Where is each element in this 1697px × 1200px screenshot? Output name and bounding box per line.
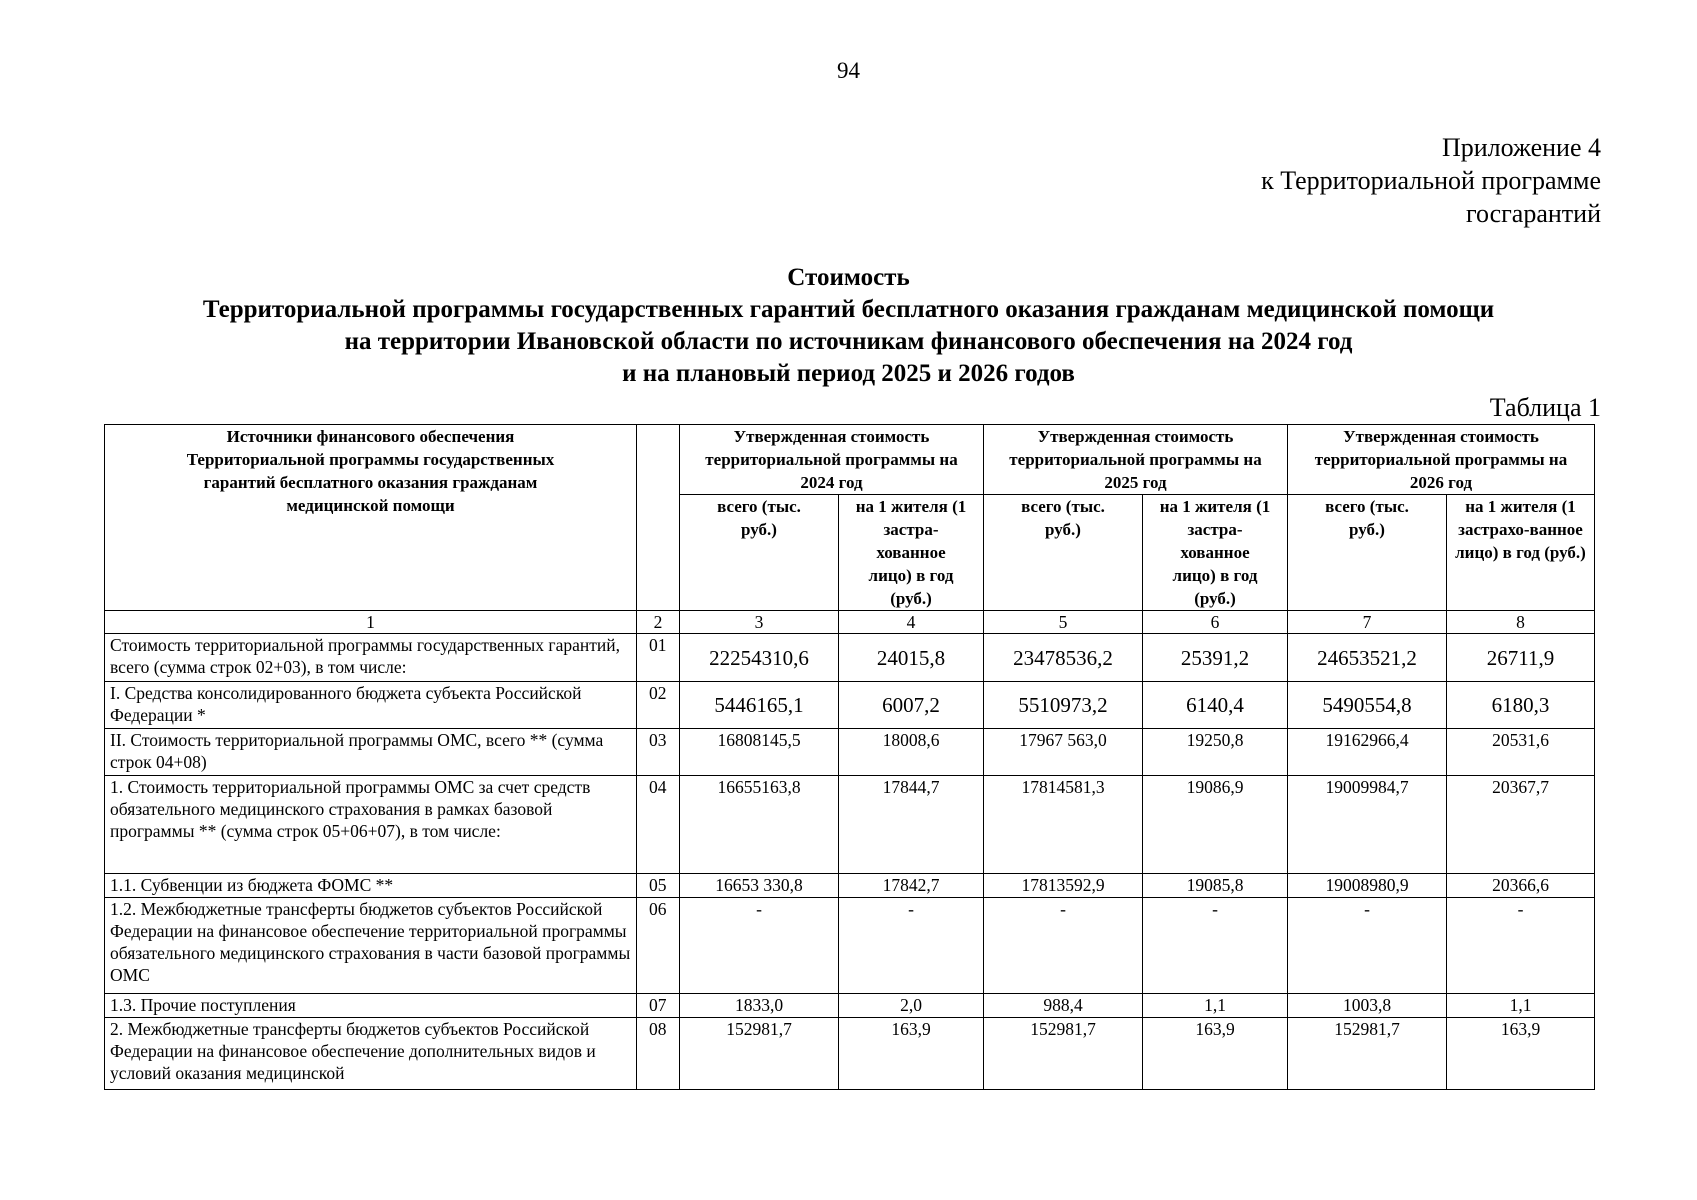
row-value: 1,1 — [1143, 994, 1288, 1018]
row-label: 1.3. Прочие поступления — [105, 994, 637, 1018]
row-value: 25391,2 — [1143, 634, 1288, 682]
row-value: 6140,4 — [1143, 682, 1288, 729]
row-value: 152981,7 — [984, 1018, 1143, 1090]
row-value: 19085,8 — [1143, 874, 1288, 898]
row-label: II. Стоимость территориальной программы ОМС, всего ** (сумма строк 04+08) — [105, 729, 637, 776]
row-value: 6180,3 — [1447, 682, 1595, 729]
row-value: 16808145,5 — [680, 729, 839, 776]
row-value: - — [839, 898, 984, 994]
row-value: - — [680, 898, 839, 994]
column-number: 6 — [1143, 611, 1288, 634]
row-value: 152981,7 — [1288, 1018, 1447, 1090]
table-row — [105, 634, 1595, 682]
row-value: 1003,8 — [1288, 994, 1447, 1018]
column-number: 7 — [1288, 611, 1447, 634]
title-line: Территориальной программы государственных гарантий бесплатного оказания гражданам медицинской помощи — [202, 296, 1495, 323]
row-value: - — [984, 898, 1143, 994]
row-value: 2,0 — [839, 994, 984, 1018]
header-per-capita-2026: на 1 жителя (1 застрахо-ванное лицо) в год (руб.) — [1447, 495, 1595, 611]
header-total-2024: всего (тыс. руб.) — [680, 495, 839, 611]
column-number: 5 — [984, 611, 1143, 634]
row-value: 1,1 — [1447, 994, 1595, 1018]
row-value: 5490554,8 — [1288, 682, 1447, 729]
row-code: 01 — [637, 634, 680, 682]
column-number: 8 — [1447, 611, 1595, 634]
row-value: 1833,0 — [680, 994, 839, 1018]
appendix-line: госгарантий — [1465, 199, 1601, 228]
row-value: 19162966,4 — [1288, 729, 1447, 776]
document-title — [0, 262, 1697, 390]
appendix-line: к Территориальной программе — [1261, 166, 1601, 195]
row-label: 1. Стоимость территориальной программы ОМС за счет средств обязательного медицинского страхования в рамках базовой программы ** (сумма строк 05+06+07), в том числе: — [105, 776, 637, 874]
row-value: 16653 330,8 — [680, 874, 839, 898]
row-code: 04 — [637, 776, 680, 874]
row-value: 20531,6 — [1447, 729, 1595, 776]
row-value: 16655163,8 — [680, 776, 839, 874]
row-value: 18008,6 — [839, 729, 984, 776]
table-row — [105, 1018, 1595, 1090]
row-value: 24653521,2 — [1288, 634, 1447, 682]
row-value: 17844,7 — [839, 776, 984, 874]
row-value: 19250,8 — [1143, 729, 1288, 776]
header-year-2026: Утвержденная стоимость территориальной программы на 2026 год — [1288, 425, 1595, 495]
header-year-2024: Утвержденная стоимость территориальной программы на 2024 год — [680, 425, 984, 495]
table-row — [105, 898, 1595, 994]
row-label: 1.1. Субвенции из бюджета ФОМС ** — [105, 874, 637, 898]
table-label: Таблица 1 — [1489, 393, 1601, 422]
page-number: 94 — [837, 58, 860, 83]
column-number: 3 — [680, 611, 839, 634]
row-value: 163,9 — [1447, 1018, 1595, 1090]
row-value: 26711,9 — [1447, 634, 1595, 682]
header-per-capita-2025: на 1 жителя (1 застра-хованное лицо) в год (руб.) — [1143, 495, 1288, 611]
row-label: I. Средства консолидированного бюджета субъекта Российской Федерации * — [105, 682, 637, 729]
appendix-note — [1261, 131, 1601, 230]
table-row — [105, 729, 1595, 776]
row-value: 24015,8 — [839, 634, 984, 682]
table-row — [105, 682, 1595, 729]
header-code — [637, 425, 680, 611]
row-value: 19086,9 — [1143, 776, 1288, 874]
row-value: 163,9 — [839, 1018, 984, 1090]
row-value: 20366,6 — [1447, 874, 1595, 898]
row-value: 17814581,3 — [984, 776, 1143, 874]
row-label: Стоимость территориальной программы государственных гарантий, всего (сумма строк 02+03), в том числе: — [105, 634, 637, 682]
column-number: 4 — [839, 611, 984, 634]
row-value: 5446165,1 — [680, 682, 839, 729]
row-code: 07 — [637, 994, 680, 1018]
row-value: 6007,2 — [839, 682, 984, 729]
appendix-line: Приложение 4 — [1441, 133, 1601, 162]
row-value: 19008980,9 — [1288, 874, 1447, 898]
row-code: 02 — [637, 682, 680, 729]
row-value: 163,9 — [1143, 1018, 1288, 1090]
row-value: 17967 563,0 — [984, 729, 1143, 776]
row-value: 5510973,2 — [984, 682, 1143, 729]
title-line: на территории Ивановской области по источникам финансового обеспечения на 2024 год — [344, 328, 1353, 355]
row-value: - — [1447, 898, 1595, 994]
row-value: 22254310,6 — [680, 634, 839, 682]
title-line: Стоимость — [787, 264, 910, 291]
row-value: 17813592,9 — [984, 874, 1143, 898]
row-value: - — [1143, 898, 1288, 994]
row-value: 152981,7 — [680, 1018, 839, 1090]
header-year-2025: Утвержденная стоимость территориальной программы на 2025 год — [984, 425, 1288, 495]
column-number: 2 — [637, 611, 680, 634]
header-total-2026: всего (тыс. руб.) — [1288, 495, 1447, 611]
row-value: 19009984,7 — [1288, 776, 1447, 874]
row-label: 2. Межбюджетные трансферты бюджетов субъектов Российской Федерации на финансовое обеспечение дополнительных видов и условий оказания медицинской — [105, 1018, 637, 1090]
header-total-2025: всего (тыс. руб.) — [984, 495, 1143, 611]
table-row — [105, 874, 1595, 898]
table-row — [105, 776, 1595, 874]
row-code: 03 — [637, 729, 680, 776]
row-value: 17842,7 — [839, 874, 984, 898]
header-row — [105, 425, 1595, 495]
row-label: 1.2. Межбюджетные трансферты бюджетов субъектов Российской Федерации на финансовое обеспечение территориальной программы обязательного медицинского страхования в части базовой программы ОМС — [105, 898, 637, 994]
title-line: и на плановый период 2025 и 2026 годов — [622, 360, 1075, 387]
row-code: 08 — [637, 1018, 680, 1090]
row-value: - — [1288, 898, 1447, 994]
header-sources: Источники финансового обеспечения Территориальной программы государственных гарантий бесплатного оказания гражданам медицинской помощи — [105, 425, 637, 611]
row-value: 988,4 — [984, 994, 1143, 1018]
table-row — [105, 994, 1595, 1018]
row-code: 06 — [637, 898, 680, 994]
row-value: 23478536,2 — [984, 634, 1143, 682]
column-number: 1 — [105, 611, 637, 634]
header-per-capita-2024: на 1 жителя (1 застра-хованное лицо) в год (руб.) — [839, 495, 984, 611]
column-number-row — [105, 611, 1595, 634]
row-code: 05 — [637, 874, 680, 898]
cost-table — [104, 424, 1595, 1090]
row-value: 20367,7 — [1447, 776, 1595, 874]
